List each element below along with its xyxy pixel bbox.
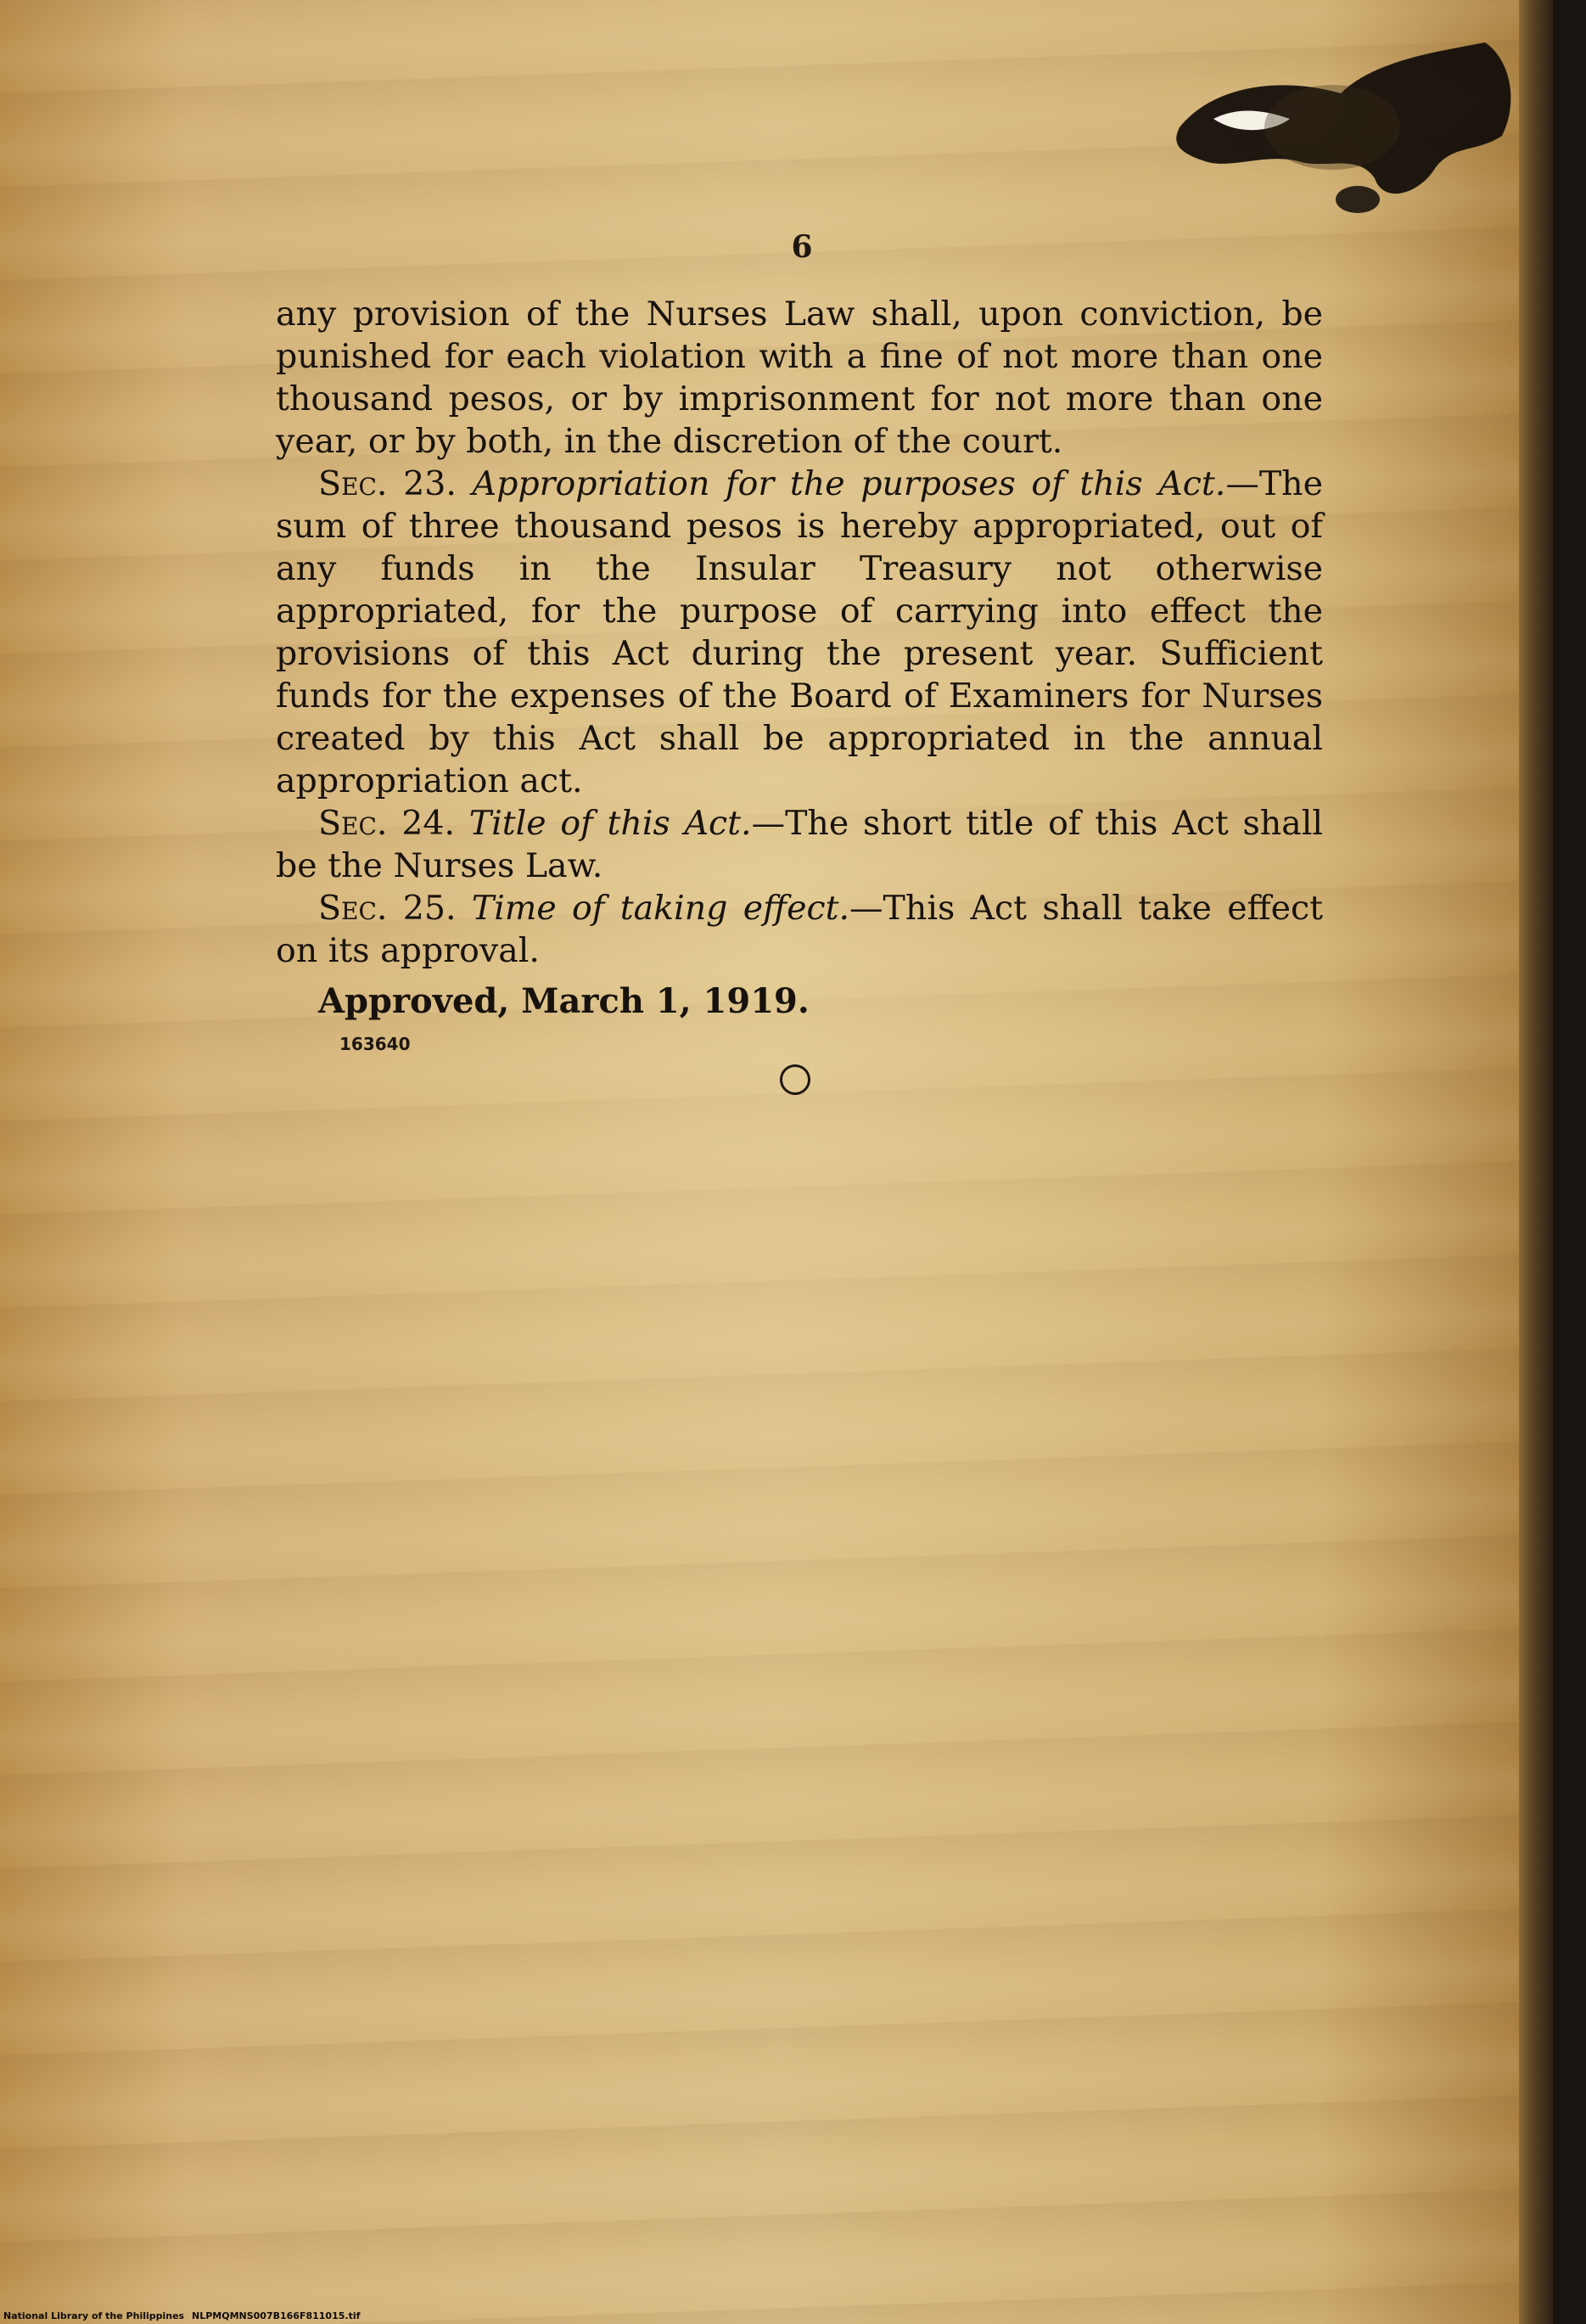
section-24 xyxy=(276,802,1323,887)
section-23-label: Sec. 23. xyxy=(318,464,457,503)
section-25-dash: — xyxy=(849,889,883,928)
section-24-heading: Title of this Act. xyxy=(468,804,752,843)
section-23 xyxy=(276,463,1323,802)
end-circle-icon xyxy=(780,1064,810,1095)
page-edge-shadow xyxy=(1519,0,1553,2324)
section-23-heading: Appropriation for the purposes of this Act. xyxy=(472,464,1226,503)
section-23-dash: — xyxy=(1225,464,1259,503)
section-25-body: This Act shall take effect on its approval. xyxy=(276,889,1324,970)
imprint-number: 163640 xyxy=(339,1034,411,1054)
approval-date: Approved, March 1, 1919. xyxy=(318,981,810,1021)
section-24-dash: — xyxy=(751,804,786,843)
section-24-body: The short title of this Act shall be the Nurses Law. xyxy=(276,804,1323,885)
section-24-label: Sec. 24. xyxy=(318,804,456,843)
section-23-body: The sum of three thousand pesos is hereby appropriated, out of any funds in the Insular Treasury not otherwise appropriated, for the purpose of carrying into effect the provisions of this Act during the present year. Sufficient funds for the expenses of the Board of Examiners for Nurses created by this Act shall be appropriated in the annual appropriation act. xyxy=(276,464,1323,800)
section-25-label: Sec. 25. xyxy=(318,889,457,928)
section-25-heading: Time of taking effect. xyxy=(471,889,850,928)
burn-damage-mark xyxy=(1163,25,1519,221)
footer-filename: NLPMQMNS007B166F811015.tif xyxy=(192,2310,361,2321)
footer-credit: National Library of the Philippines xyxy=(3,2310,185,2321)
page-number: 6 xyxy=(791,229,813,265)
section-25 xyxy=(276,887,1323,972)
body-text xyxy=(276,293,1323,1023)
paragraph-continuation: any provision of the Nurses Law shall, upon conviction, be punished for each violation with a fine of not more than one thousand pesos, or by imprisonment for not more than one year, or by both, in the discretion of the court. xyxy=(276,295,1323,461)
